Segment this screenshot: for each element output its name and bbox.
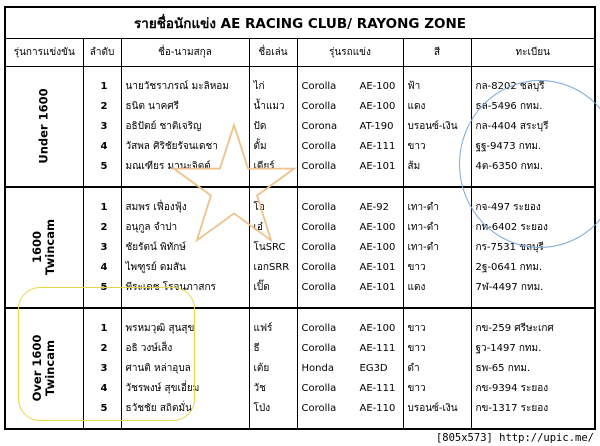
car-make: Corolla	[301, 241, 337, 253]
racer-nickname: วัช	[253, 382, 266, 394]
order-number: 1	[100, 80, 108, 92]
car-model	[298, 156, 403, 176]
car-make: Corolla	[301, 201, 337, 213]
car-make: Corolla	[301, 140, 337, 152]
group-class-label-line: Under 1600	[36, 88, 51, 165]
license-plate: ธพ-65 กทม.	[475, 362, 531, 374]
group-class-label-line: Over 1600	[30, 335, 45, 402]
car-color: ส้ม	[407, 160, 421, 172]
racer-nickname: โอ	[253, 201, 265, 213]
racer-name: พีระเดช โรจนภาสกร	[125, 281, 216, 293]
racer-nickname: ไก่	[253, 80, 265, 92]
order-number: 5	[100, 402, 108, 414]
group-class-label	[38, 89, 51, 164]
car-model	[298, 398, 403, 418]
car-model	[298, 277, 403, 297]
license-plate: 7ฬ-4497 กทม.	[475, 281, 544, 293]
racer-name: อธิปัตย์ ชาติเจริญ	[125, 120, 202, 132]
license-plate: 2ฐ-0641 กทม.	[475, 261, 543, 273]
car-model-code: AE-100	[359, 221, 396, 233]
order-number: 2	[100, 100, 108, 112]
car-make: Corolla	[301, 342, 337, 354]
car-model	[298, 358, 403, 378]
car-make: Corolla	[301, 281, 337, 293]
racer-nickname: ตั้ม	[253, 140, 267, 152]
car-model	[298, 338, 403, 358]
order-number: 5	[100, 160, 108, 172]
car-model-column-cell	[297, 187, 403, 308]
license-plate: กข-9394 ระยอง	[475, 382, 549, 394]
car-color: ฟ้า	[407, 80, 421, 92]
car-model-column-cell	[297, 308, 403, 429]
order-number: 4	[100, 140, 108, 152]
racer-name-column-cell	[121, 187, 249, 308]
license-plate: กข-259 ศรีษะเกศ	[475, 322, 554, 334]
racer-name: ธนิต นาคศรี	[125, 100, 179, 112]
racer-nickname-column-cell	[249, 187, 297, 308]
roster-table	[4, 6, 596, 430]
page-title: รายชื่อนักแข่ง AE RACING CLUB/ RAYONG ZONE	[5, 7, 595, 39]
car-make: Honda	[301, 362, 334, 374]
car-make: Corolla	[301, 402, 337, 414]
racer-name: ธวัชชัย สถิตมั่น	[125, 402, 192, 414]
car-color: เทา-ดำ	[407, 221, 439, 233]
roster-sheet	[4, 6, 594, 430]
license-plate: กจ-497 ระยอง	[475, 201, 541, 213]
racer-name-column-cell	[121, 67, 249, 187]
car-make: Corolla	[301, 382, 337, 394]
header-class: รุ่นการแข่งขัน	[5, 39, 83, 67]
roster-body	[5, 67, 595, 430]
order-number: 4	[100, 382, 108, 394]
racer-name: มณเฑียร มานะจิตต์	[125, 160, 211, 172]
license-plate-column-cell	[471, 187, 595, 308]
car-model-code: AE-110	[359, 402, 396, 414]
license-plate: กท-6402 ระยอง	[475, 221, 548, 233]
header-plate: ทะเบียน	[471, 39, 595, 67]
car-color: เทา-ดำ	[407, 201, 439, 213]
car-model-code: AT-190	[359, 120, 394, 132]
order-number: 3	[100, 362, 108, 374]
racer-nickname: เดียร์	[253, 160, 275, 172]
order-number: 2	[100, 221, 108, 233]
group-class-cell	[5, 67, 83, 187]
racer-name-column-cell	[121, 308, 249, 429]
racer-nickname: โนSRC	[253, 241, 286, 253]
racer-name: นายวัชราภรณ์ มะลิหอม	[125, 80, 229, 92]
order-number-column-cell	[83, 187, 121, 308]
order-number: 1	[100, 322, 108, 334]
order-number-column-cell	[83, 67, 121, 187]
group-class-label-line: Twincam	[43, 219, 58, 276]
racer-nickname: เต้ย	[253, 362, 270, 374]
car-color: แดง	[407, 100, 426, 112]
header-name: ชื่อ-นามสกุล	[121, 39, 249, 67]
racer-nickname: น้ำแมว	[253, 100, 285, 112]
racer-name: วัชรพงษ์ สุขเอี่ยม	[125, 382, 200, 394]
car-model	[298, 257, 403, 277]
license-plate: กข-1317 ระยอง	[475, 402, 549, 414]
header-color: สี	[403, 39, 471, 67]
car-model	[298, 217, 403, 237]
racer-name: อธิ วงษ์เส็ง	[125, 342, 173, 354]
group-row	[5, 67, 595, 187]
group-class-label	[31, 220, 57, 276]
header-order: ลำดับ	[83, 39, 121, 67]
car-color-column-cell	[403, 187, 471, 308]
order-number-column-cell	[83, 308, 121, 429]
racer-nickname-column-cell	[249, 67, 297, 187]
order-number: 5	[100, 281, 108, 293]
racer-name: พรหมวุฒิ สุนสุข	[125, 322, 195, 334]
car-color: เทา-ดำ	[407, 241, 439, 253]
car-make: Corona	[301, 120, 338, 132]
car-model-code: AE-111	[359, 342, 396, 354]
group-row	[5, 187, 595, 308]
car-model	[298, 318, 403, 338]
car-make: Corolla	[301, 80, 337, 92]
license-plate: ฐว-1497 กทม.	[475, 342, 542, 354]
car-color: ขาว	[407, 140, 426, 152]
car-color: ขาว	[407, 342, 426, 354]
car-model	[298, 237, 403, 257]
car-model-code: AE-101	[359, 261, 396, 273]
car-model	[298, 378, 403, 398]
car-model-code: AE-111	[359, 382, 396, 394]
racer-nickname: เอกSRR	[253, 261, 290, 273]
order-number: 3	[100, 120, 108, 132]
license-plate-column-cell	[471, 67, 595, 187]
group-class-label-line: Twincam	[43, 340, 58, 397]
racer-name: ไพฑูรย์ ดมสัน	[125, 261, 186, 273]
car-model-code: AE-101	[359, 281, 396, 293]
car-color: ดำ	[407, 362, 420, 374]
car-model-code: AE-100	[359, 322, 396, 334]
car-make: Corolla	[301, 322, 337, 334]
group-row	[5, 308, 595, 429]
car-model	[298, 76, 403, 96]
car-color: ขาว	[407, 261, 426, 273]
group-class-cell	[5, 308, 83, 429]
car-make: Corolla	[301, 160, 337, 172]
car-color: แดง	[407, 281, 426, 293]
racer-name: สมพร เฟื่องฟุ้ง	[125, 201, 187, 213]
car-model-code: AE-92	[359, 201, 389, 213]
car-model-column-cell	[297, 67, 403, 187]
car-make: Corolla	[301, 261, 337, 273]
racer-nickname: โป่ง	[253, 402, 271, 414]
order-number: 2	[100, 342, 108, 354]
racer-nickname: ปัด	[253, 120, 267, 132]
order-number: 3	[100, 241, 108, 253]
car-model-code: AE-100	[359, 100, 396, 112]
license-plate: กล-4404 สระบุรี	[475, 120, 549, 132]
racer-name: วัสพล ศิริชัยรัจนเดชา	[125, 140, 218, 152]
car-make: Corolla	[301, 221, 337, 233]
racer-name: ศานติ หล่าอุบล	[125, 362, 191, 374]
racer-nickname-column-cell	[249, 308, 297, 429]
racer-nickname: เอ๋	[253, 221, 263, 233]
header-nickname: ชื่อเล่น	[249, 39, 297, 67]
license-plate: กล-8202 ชลบุรี	[475, 80, 545, 92]
car-color: ขาว	[407, 382, 426, 394]
license-plate: กร-7531 ชลบุรี	[475, 241, 544, 253]
car-color-column-cell	[403, 308, 471, 429]
car-model	[298, 96, 403, 116]
car-model-code: AE-101	[359, 160, 396, 172]
group-class-label	[31, 335, 57, 402]
car-model-code: AE-100	[359, 241, 396, 253]
car-color: บรอนซ์-เงิน	[407, 402, 458, 414]
car-model	[298, 116, 403, 136]
car-model-code: AE-111	[359, 140, 396, 152]
car-model	[298, 136, 403, 156]
racer-nickname: ธี	[253, 342, 260, 354]
license-plate: ฐฐ-9473 กทม.	[475, 140, 542, 152]
order-number: 4	[100, 261, 108, 273]
group-class-label-line: 1600	[30, 231, 45, 264]
racer-nickname: เปิ๊ด	[253, 281, 270, 293]
racer-nickname: แฟร์	[253, 322, 273, 334]
group-class-cell	[5, 187, 83, 308]
car-color-column-cell	[403, 67, 471, 187]
order-number: 1	[100, 201, 108, 213]
car-color: ขาว	[407, 322, 426, 334]
license-plate: ธล-5496 กทม.	[475, 100, 543, 112]
header-car: รุ่นรถแข่ง	[297, 39, 403, 67]
car-make: Corolla	[301, 100, 337, 112]
car-model-code: AE-100	[359, 80, 396, 92]
car-color: บรอนซ์-เงิน	[407, 120, 458, 132]
racer-name: ชัยรัตน์ พิทักษ์	[125, 241, 186, 253]
image-source-footer: [805x573] http://upic.me/	[435, 432, 594, 444]
car-model-code: EG3D	[359, 362, 388, 374]
license-plate: 4ต-6350 กทม.	[475, 160, 544, 172]
license-plate-column-cell	[471, 308, 595, 429]
car-model	[298, 197, 403, 217]
racer-name: อนุกูล จำปา	[125, 221, 178, 233]
